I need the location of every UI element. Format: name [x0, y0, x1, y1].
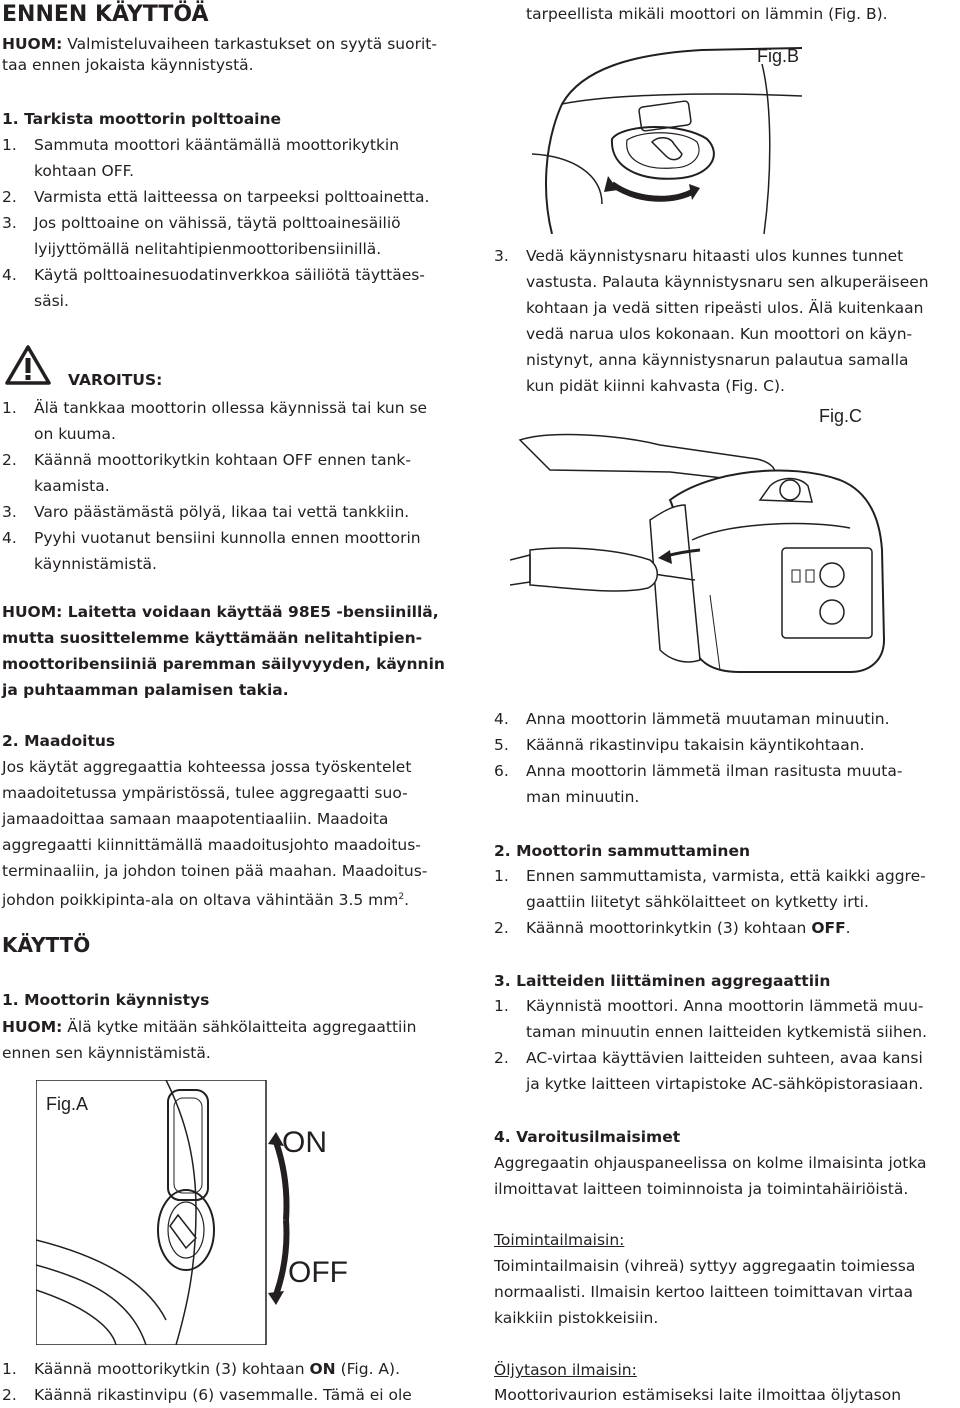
start-heading: 1. Moottorin käynnistys [2, 991, 210, 1009]
function-indicator-heading: Toimintailmaisin: [494, 1231, 625, 1249]
start-note: HUOM: Älä kytke mitään sähkölaitteita aggregaattiin [2, 1018, 417, 1036]
warning-triangle-icon [4, 344, 52, 386]
figure-c-label: Fig.C [819, 406, 863, 426]
fuel-heading: 1. Tarkista moottorin polttoaine [2, 110, 282, 128]
function-indicator-text-line3: kaikkiin pistokkeisiin. [494, 1309, 659, 1327]
prep-note: HUOM: Valmisteluvaiheen tarkastukset on syytä suorit- [2, 35, 437, 53]
stop-heading: 2. Moottorin sammuttaminen [494, 842, 750, 860]
prep-note-line2: taa ennen jokaista käynnistystä. [2, 56, 254, 74]
function-indicator-text-line2: normaalisti. Ilmaisin kertoo laitteen toimittavan virtaa [494, 1283, 914, 1301]
warning-label: VAROITUS: [68, 371, 163, 389]
steps-4-6: 4. Anna moottorin lämmetä muutaman minuutin. 5. Käännä rikastinvipu takaisin käyntikohtaan. 6. Anna moottorin lämmetä ilman rasitusta muuta- man minuutin. [494, 710, 903, 806]
start-note-line2: ennen sen käynnistämistä. [2, 1044, 211, 1062]
section-title-usage: KÄYTTÖ [2, 933, 91, 957]
fuel-list: 1. Sammuta moottori kääntämällä moottorikytkin kohtaan OFF. 2. Varmista että laitteessa on tarpeeksi polttoainetta. 3. Jos polttoaine on vähissä, täytä polttoainesäiliö lyijyttömällä nelitahtipienmoottoribensiinillä. 4. Käytä polttoainesuodatinverkkoa säiliötä täyttäes- säsi. [2, 132, 472, 312]
figure-c-generator-illustration [510, 410, 910, 695]
stop-list: 1. Ennen sammuttamista, varmista, että kaikki aggre- gaattiin liitetyt sähkölaitteet on kytketty irti. 2. Käännä moottorinkytkin (3) kohtaan OFF. [494, 867, 926, 937]
list-item: 2. Käännä rikastinvipu (6) vasemmalle. Tämä ei ole [2, 1386, 412, 1404]
warning-list: 1. Älä tankkaa moottorin ollessa käynnissä tai kun se on kuuma. 2. Käännä moottorikytkin kohtaan OFF ennen tank- kaamista. 3. Varo päästämästä pölyä, likaa tai vettä tankkiin. 4. Pyyhi vuotanut bensiini kunnolla ennen moottorin käynnistämistä. [2, 399, 428, 573]
continued-text: tarpeellista mikäli moottori on lämmin (Fig. B). [526, 5, 888, 23]
connect-heading: 3. Laitteiden liittäminen aggregaattiin [494, 972, 831, 990]
step-3: 3. Vedä käynnistysnaru hitaasti ulos kunnes tunnet vastusta. Palauta käynnistysnaru sen alkuperäiseen kohtaan ja vedä sitten ripeästi ulos. Älä kuitenkaan vedä narua ulos kokonaan. Kun moottori on käyn- nistynyt, anna käynnistysnarun palautua samalla kun pidät kiinni kahvasta (Fig. C). [494, 247, 929, 395]
connect-list: 1. Käynnistä moottori. Anna moottorin lämmetä muu- taman minuutin ennen laitteiden kytkemistä siihen. 2. AC-virtaa käyttävien laitteiden suhteen, avaa kansi ja kytke laitteen virtapistoke AC-sähköpistorasiaan. [494, 997, 928, 1093]
indicators-heading: 4. Varoitusilmaisimet [494, 1128, 681, 1146]
figure-a-switch-illustration [36, 1080, 356, 1345]
function-indicator-text: Toimintailmaisin (vihreä) syttyy aggregaatin toimiessa [494, 1257, 916, 1275]
section-title-before-use: ENNEN KÄYTTÖÄ [2, 2, 209, 27]
list-item: 1. Käännä moottorikytkin (3) kohtaan ON (Fig. A). [2, 1360, 400, 1378]
indicators-text: Aggregaatin ohjauspaneelissa on kolme ilmaisinta jotka [494, 1154, 927, 1172]
figure-a-on-label: ON [282, 1126, 327, 1159]
indicators-text-line2: ilmoittavat laitteen toiminnoista ja toimintahäiriöistä. [494, 1180, 909, 1198]
oil-indicator-heading: Öljytason ilmaisin: [494, 1361, 637, 1379]
grounding-heading: 2. Maadoitus [2, 732, 116, 750]
figure-b-choke-illustration [532, 44, 812, 234]
oil-indicator-text: Moottorivaurion estämiseksi laite ilmoittaa öljytason [494, 1386, 902, 1404]
figure-b-label: Fig.B [757, 46, 800, 66]
list-item: 1. Sammuta moottori kääntämällä moottorikytkin kohtaan OFF. [2, 136, 400, 180]
figure-a-off-label: OFF [288, 1256, 348, 1289]
figure-a-label: Fig.A [46, 1094, 89, 1114]
